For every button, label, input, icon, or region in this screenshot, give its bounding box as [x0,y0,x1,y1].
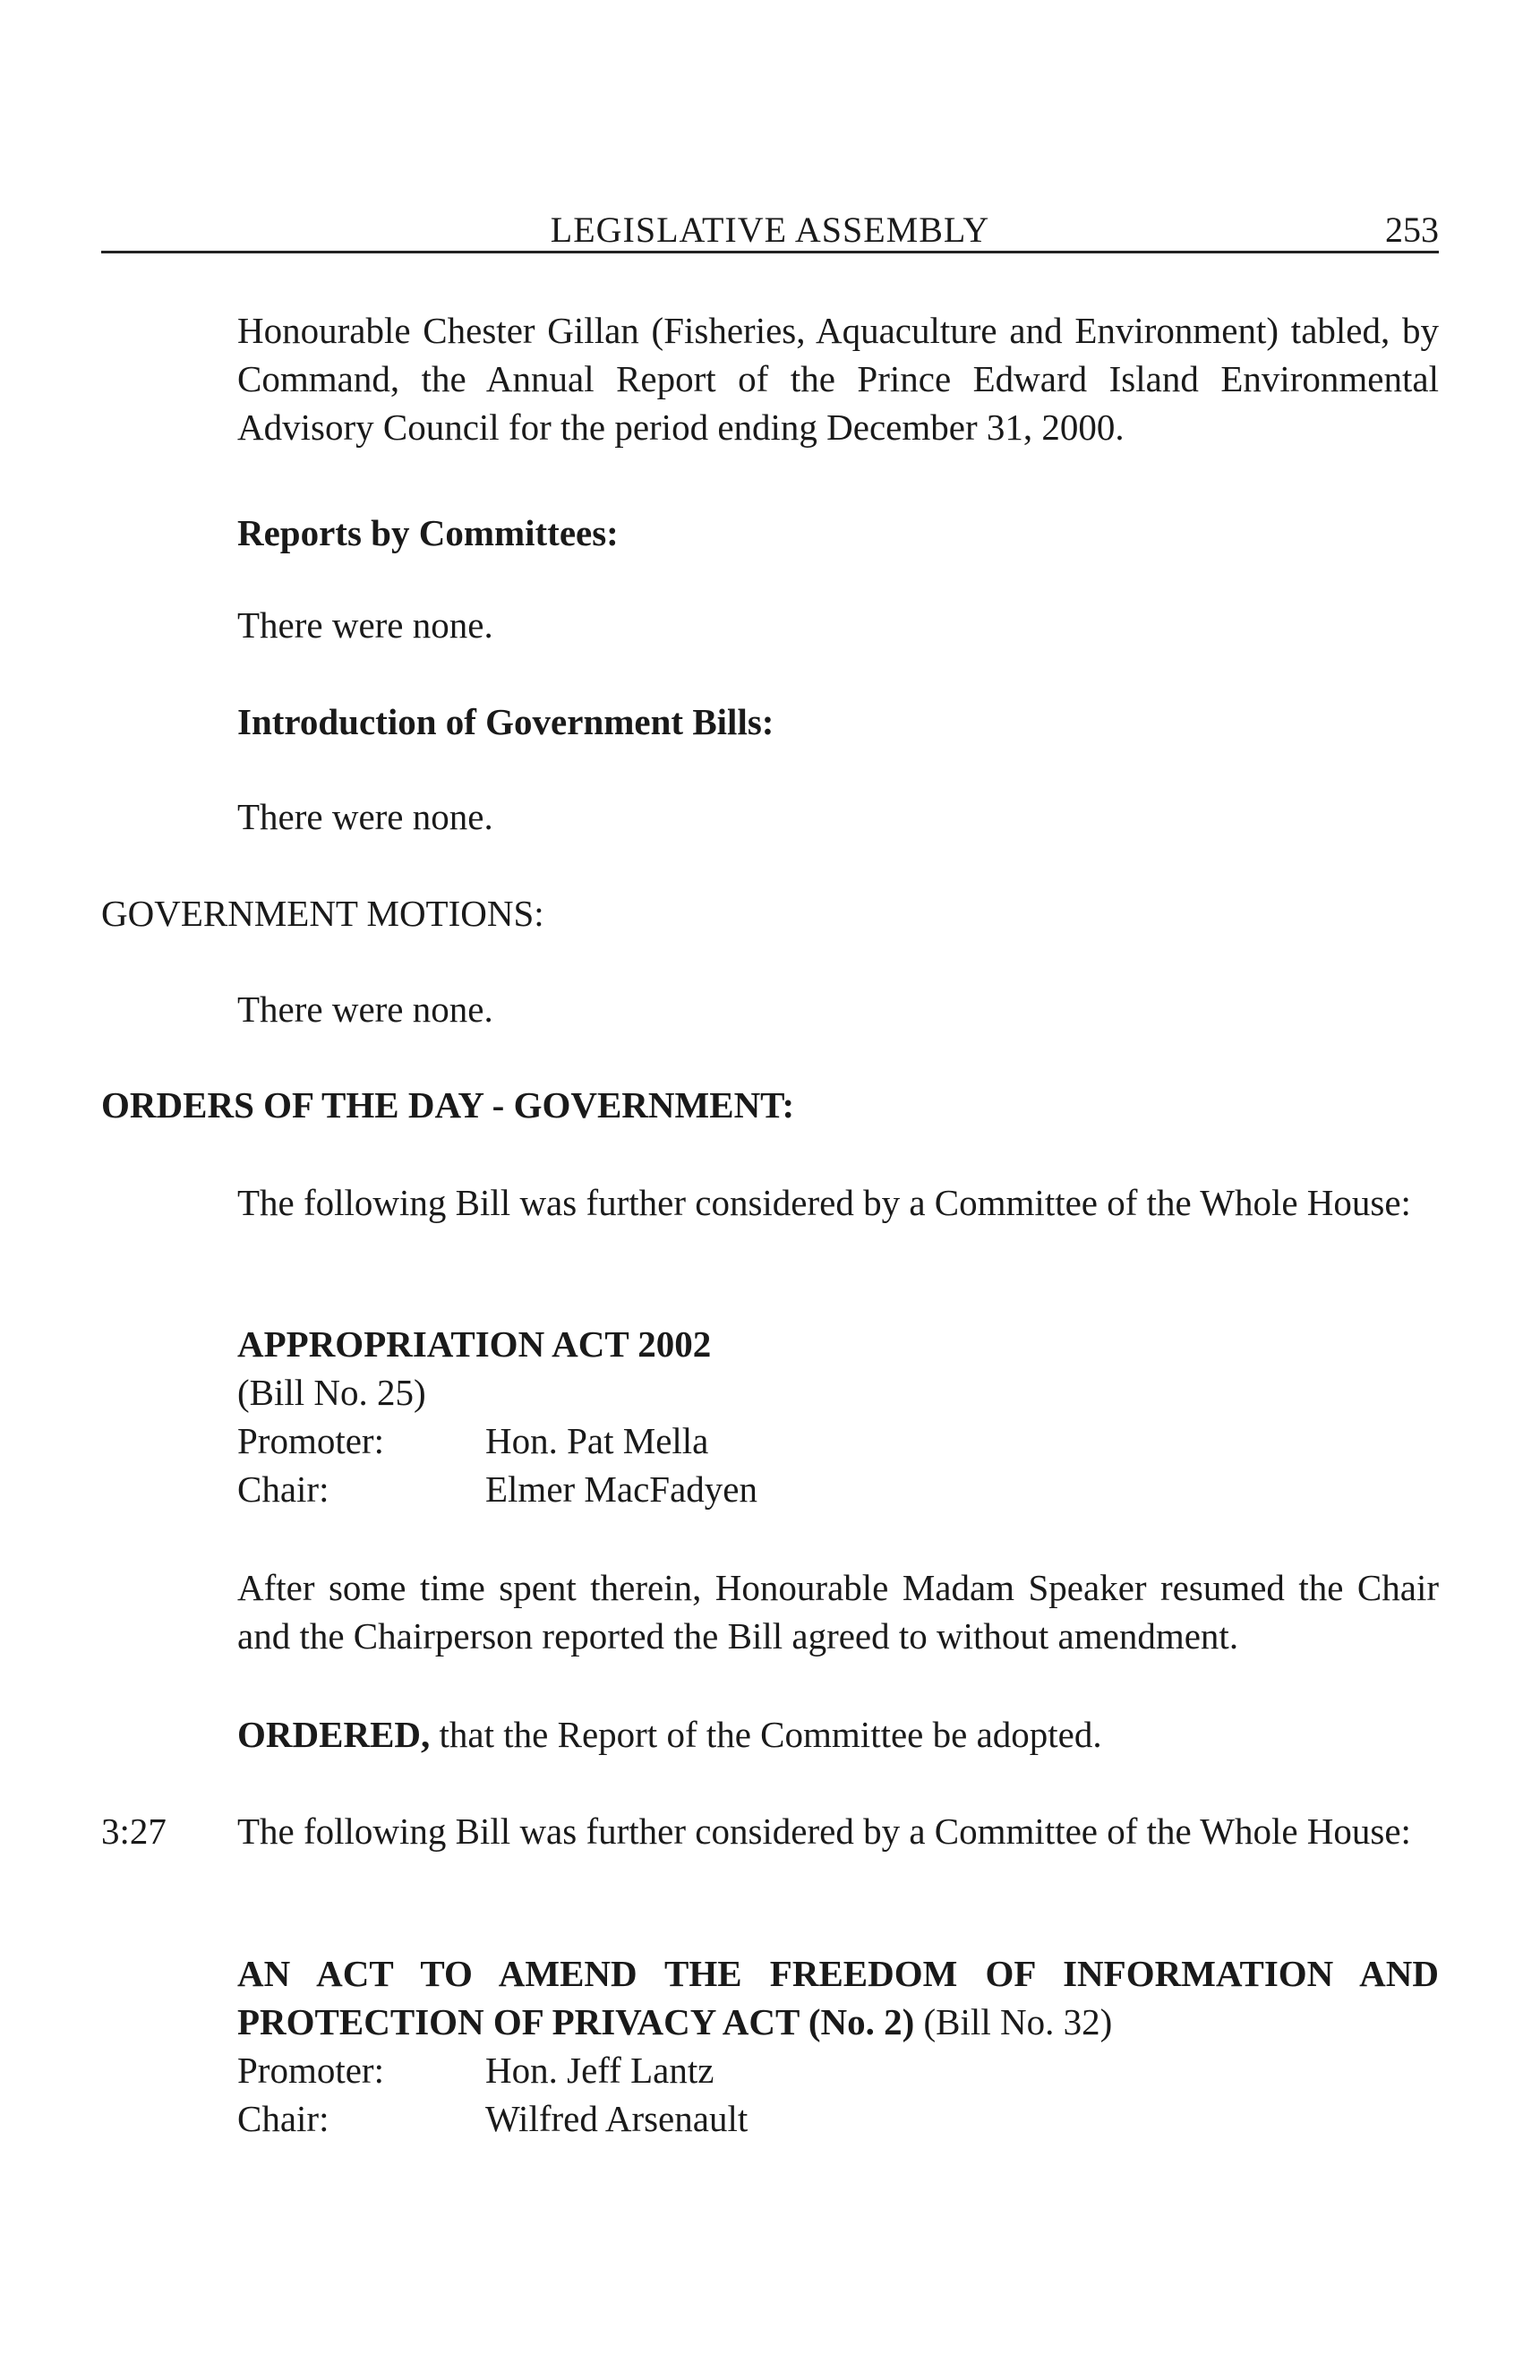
bill1-promoter: Hon. Pat Mella [485,1420,709,1461]
bill2-chair-label: Chair: [237,2098,329,2139]
bill1-after-text: After some time spent therein, Honourable Madam Speaker resumed the Chair and the Chairperson reported the Bill agreed to without amendment. [237,1567,1439,1657]
reports-text: There were none. [237,604,493,646]
bill2-title-line1: AN ACT TO AMEND THE FREEDOM OF INFORMATION AND [237,1953,1439,1994]
bill2-chair-row [237,2094,748,2143]
gov-motions-text: There were none. [237,989,493,1030]
bill1-promoter-label: Promoter: [237,1420,384,1461]
bill1-intro-text: The following Bill was further considered by a Committee of the Whole House: [237,1182,1411,1223]
bill1-intro [237,1178,1439,1227]
bill1-promoter-row [237,1417,708,1465]
bill2-chair: Wilfred Arsenault [485,2098,749,2139]
bill1-after-paragraph [237,1563,1439,1660]
bill2-promoter: Hon. Jeff Lantz [485,2050,714,2091]
bill2-promoter-row [237,2046,714,2094]
bill1-chair-label: Chair: [237,1468,329,1510]
bill2-title-line2-bold: PROTECTION OF PRIVACY ACT (No. 2) [237,2001,915,2042]
reports-heading: Reports by Committees: [237,512,619,553]
tabled-report-text: Honourable Chester Gillan (Fisheries, Aquaculture and Environment) tabled, by Command, the Annual Report of the Prince Edward Island Environmental Advisory Council for the period ending December 31, 2000. [237,310,1439,448]
bill2-title-line2-rest: (Bill No. 32) [914,2001,1113,2042]
page-header [101,202,1439,253]
bill1-ordered [237,1710,1102,1759]
bill2-title [237,1949,1439,2046]
bill2-intro-text: The following Bill was further considered by a Committee of the Whole House: [237,1811,1411,1852]
header-title: LEGISLATIVE ASSEMBLY [550,210,990,250]
bill1-chair-row [237,1465,757,1513]
bill2-title-line2 [237,1998,1439,2046]
bill2-time: 3:27 [101,1811,167,1852]
intro-bills-text: There were none. [237,796,493,837]
bill1-ordered-text: that the Report of the Committee be adopted. [430,1714,1102,1755]
bill2-intro [237,1807,1439,1855]
page-number: 253 [1385,210,1439,250]
bill1-title: APPROPRIATION ACT 2002 [237,1323,712,1365]
orders-heading: ORDERS OF THE DAY - GOVERNMENT: [101,1084,795,1126]
intro-bills-heading: Introduction of Government Bills: [237,701,774,742]
gov-motions-heading: GOVERNMENT MOTIONS: [101,893,544,934]
bill2-promoter-label: Promoter: [237,2050,384,2091]
tabled-report-paragraph [237,306,1439,451]
bill1-ordered-label: ORDERED, [237,1714,431,1755]
bill1-chair: Elmer MacFadyen [485,1468,757,1510]
bill1-number: (Bill No. 25) [237,1372,426,1413]
